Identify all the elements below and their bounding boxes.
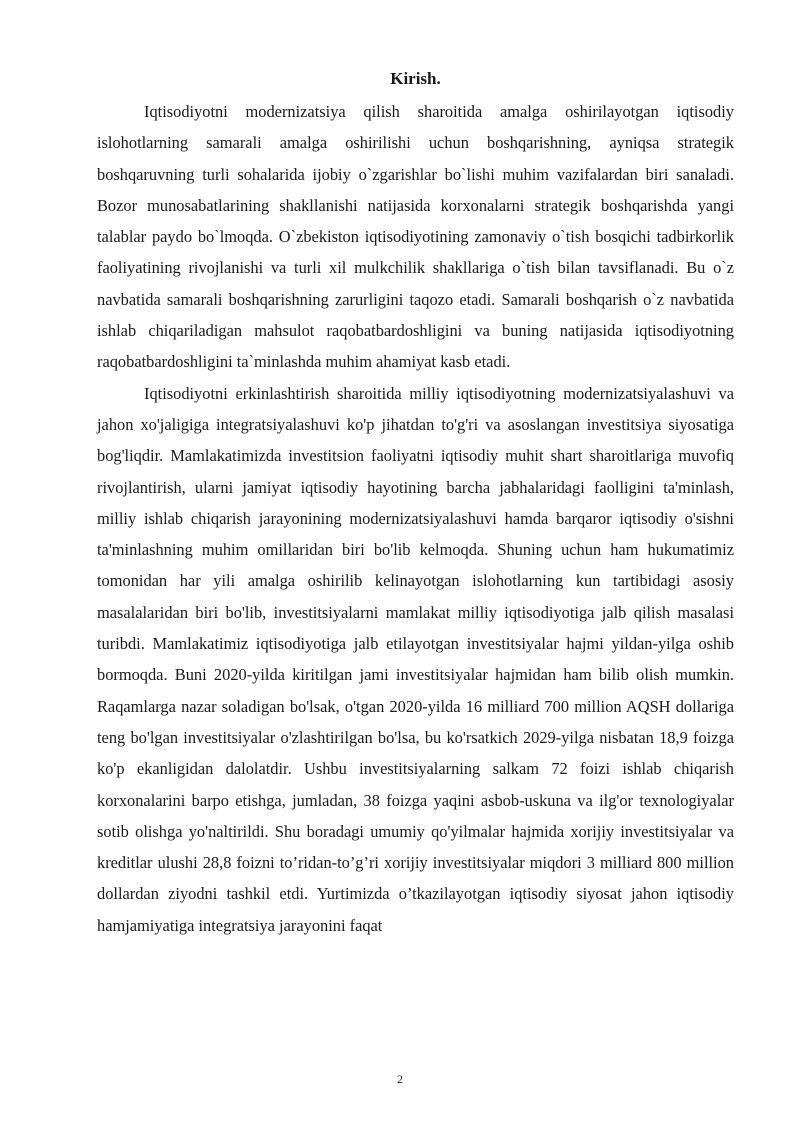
document-body (97, 66, 734, 941)
page-number: 2 (397, 1072, 403, 1086)
paragraph-intro: Iqtisodiyotni modernizatsiya qilish sharoitida amalga oshirilayotgan iqtisodiy islohotlarning samarali amalga oshirilishi uchun boshqarishning, ayniqsa strategik boshqaruvning turli sohalarida ijobiy o`zgarishlar bo`lishi muhim vazifalardan biri sanaladi. Bozor munosabatlarining shakllanishi natijasida korxonalarni strategik boshqarishda yangi talablar paydo bo`lmoqda. O`zbekiston iqtisodiyotining zamonaviy o`tish bosqichi tadbirkorlik faoliyatining rivojlanishi va turli xil mulkchilik shakllariga o`tish bilan tavsiflanadi. Bu o`z navbatida samarali boshqarishning zarurligini taqozo etadi. Samarali boshqarish o`z navbatida ishlab chiqariladigan mahsulot raqobatbardoshligini va buning natijasida iqtisodiyotning raqobatbardoshligini ta`minlashda muhim ahamiyat kasb etadi. (97, 102, 734, 372)
paragraph-investment: Iqtisodiyotni erkinlashtirish sharoitida milliy iqtisodiyotning modernizatsiyalashuvi va jahon xo'jaligiga integratsiyalashuvi ko'p jihatdan to'g'ri va asoslangan investitsiya siyosatiga bog'liqdir. Mamlakatimizda investitsion faoliyatni iqtisodiy muhit shart sharoitlariga muvofiq rivojlantirish, ularni jamiyat iqtisodiy hayotining barcha jabhalaridagi faolligini ta'minlash, milliy ishlab chiqarish jarayonining modernizatsiyalashuvi hamda barqaror iqtisodiy o'sishni ta'minlashning muhim omillaridan biri bo'lib kelmoqda. Shuning uchun ham hukumatimiz tomonidan har yili amalga oshirilib kelinayotgan islohotlarning kun tartibidagi asosiy masalalaridan biri bo'lib, investitsiyalarni mamlakat milliy iqtisodiyotiga jalb qilish masalasi turibdi. Mamlakatimiz iqtisodiyotiga jalb etilayotgan investitsiyalar hajmi yildan-yilga oshib bormoqda. Buni 2020-yilda kiritilgan jami investitsiyalar hajmidan ham bilib olish mumkin. Raqamlarga nazar soladigan bo'lsak, o'tgan 2020-yilda 16 milliard 700 million AQSH dollariga teng bo'lgan investitsiyalar o'zlashtirilgan bo'lsa, bu ko'rsatkich 2029-yilga nisbatan 18,9 foizga ko'p ekanligidan dalolatdir. Ushbu investitsiyalarning salkam 72 foizi ishlab chiqarish korxonalarini barpo etishga, jumladan, 38 foizga yaqini asbob-uskuna va ilg'or texnologiyalar sotib olishga yo'naltirildi. Shu boradagi umumiy qo'yilmalar hajmida xorijiy investitsiyalar va kreditlar ulushi 28,8 foizni to’ridan-to’g’ri xorijiy investitsiyalar miqdori 3 milliard 800 million dollardan ziyodni tashkil etdi. Yurtimizda o’tkazilayotgan iqtisodiy siyosat jahon iqtisodiy hamjamiyatiga integratsiya jarayonini faqat (97, 383, 734, 935)
section-title: Kirish. (390, 69, 441, 88)
